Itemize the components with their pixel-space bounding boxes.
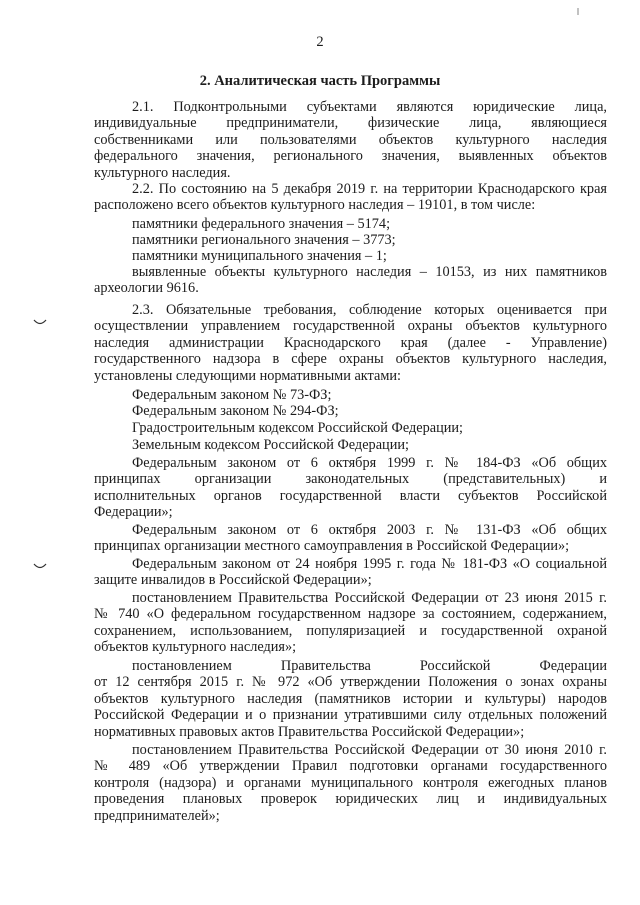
paragraph <box>94 99 607 181</box>
text-line: осуществлении управлением государственной охраны объектов культурного <box>94 318 607 335</box>
text-line: № 740 «О федеральном государственном надзоре за состоянием, содержанием, <box>94 606 607 623</box>
text-line: нормативных правовых актов Правительства Российской Федерации»; <box>94 723 525 740</box>
text-line: принципах организации законодательных (представительных) и <box>94 471 607 488</box>
text-line: установлены следующими нормативными актами: <box>94 367 401 384</box>
section-heading: 2. Аналитическая часть Программы <box>199 73 441 89</box>
text-line: Федеральным законом № 294-ФЗ; <box>132 403 339 419</box>
text-line: Федеральным законом от 24 ноября 1995 г. года № 181-ФЗ «О социальной <box>132 556 607 572</box>
text-line: Федеральным законом от 6 октября 1999 г. № 184-ФЗ «Об общих <box>132 455 607 471</box>
paragraph <box>94 420 607 436</box>
text-line: постановлением Правительства Российской Федерации от 30 июня 2010 г. <box>132 742 607 758</box>
paragraph <box>94 522 607 555</box>
text-line: объектов культурного наследия»; <box>94 639 297 656</box>
text-line: расположено всего объектов культурного наследия – 19101, в том числе: <box>94 197 536 214</box>
text-line: культурного наследия. <box>94 164 231 181</box>
text-line: 2.1. Подконтрольными субъектами являются юридические лица, <box>132 99 607 115</box>
paragraph <box>94 437 607 453</box>
paragraph <box>94 302 607 384</box>
text-line: 2.2. По состоянию на 5 декабря 2019 г. на территории Краснодарского края <box>132 181 607 197</box>
text-line: предпринимателей»; <box>94 807 220 824</box>
text-line: проведения плановых проверок юридических лиц и индивидуальных <box>94 791 607 808</box>
text-line: контроля (надзора) и органами муниципального контроля ежегодных планов <box>94 774 607 791</box>
paragraph <box>94 455 607 521</box>
text-line: Федеральным законом от 6 октября 2003 г. № 131-ФЗ «Об общих <box>132 522 607 538</box>
paragraph <box>94 248 607 264</box>
text-line: наследия администрации Краснодарского края (далее - Управление) <box>94 334 607 351</box>
text-line: Федерации»; <box>94 504 173 521</box>
paragraph <box>94 556 607 589</box>
text-line: Земельным кодексом Российской Федерации; <box>132 437 409 453</box>
text-line: археологии 9616. <box>94 280 199 297</box>
text-line: государственного надзора в сфере охраны объектов культурного наследия, <box>94 351 607 368</box>
text-line: федерального значения, регионального значения, выявленных объектов <box>94 148 607 165</box>
text-line: Градостроительным кодексом Российской Федерации; <box>132 420 464 436</box>
paragraph <box>94 403 607 419</box>
paragraph <box>94 387 607 403</box>
text-line: собственниками или пользователями объектов культурного наследия <box>94 131 607 148</box>
text-line: защите инвалидов в Российской Федерации»; <box>94 572 372 589</box>
paragraph <box>94 264 607 297</box>
text-line: от 12 сентября 2015 г. № 972 «Об утверждении Положения о зонах охраны <box>94 674 607 691</box>
text-line: исполнительных органов государственной власти субъектов Российской <box>94 487 607 504</box>
page-number: 2 <box>316 34 324 50</box>
scan-speck <box>575 8 581 16</box>
text-line: объектов культурного наследия (памятников истории и культуры) народов <box>94 690 607 707</box>
binder-mark-top <box>32 318 48 328</box>
text-line: 2.3. Обязательные требования, соблюдение которых оценивается при <box>132 302 607 318</box>
text-line: постановлением Правительства Российской Федерации <box>132 658 607 674</box>
paragraph <box>94 590 607 656</box>
text-line: памятники федерального значения – 5174; <box>132 216 391 232</box>
text-line: памятники регионального значения – 3773; <box>132 232 396 248</box>
paragraph <box>94 742 607 824</box>
paragraph <box>94 181 607 214</box>
paragraph <box>94 658 607 740</box>
text-line: принципах организации местного самоуправления в Российской Федерации»; <box>94 538 570 555</box>
text-line: Федеральным законом № 73-ФЗ; <box>132 387 332 403</box>
text-line: выявленные объекты культурного наследия – 10153, из них памятников <box>132 264 607 280</box>
text-line: памятники муниципального значения – 1; <box>132 248 387 264</box>
text-line: № 489 «Об утверждении Правил подготовки органами государственного <box>94 758 607 775</box>
paragraph <box>94 216 607 232</box>
text-line: индивидуальные предприниматели, физические лица, являющиеся <box>94 115 607 132</box>
text-line: сохранением, использованием, популяризацией и государственной охраной <box>94 622 607 639</box>
text-line: Российской Федерации и о признании утратившими силу отдельных положений <box>94 707 607 724</box>
text-line: постановлением Правительства Российской Федерации от 23 июня 2015 г. <box>132 590 607 606</box>
paragraph <box>94 232 607 248</box>
binder-mark-bottom <box>32 562 48 572</box>
